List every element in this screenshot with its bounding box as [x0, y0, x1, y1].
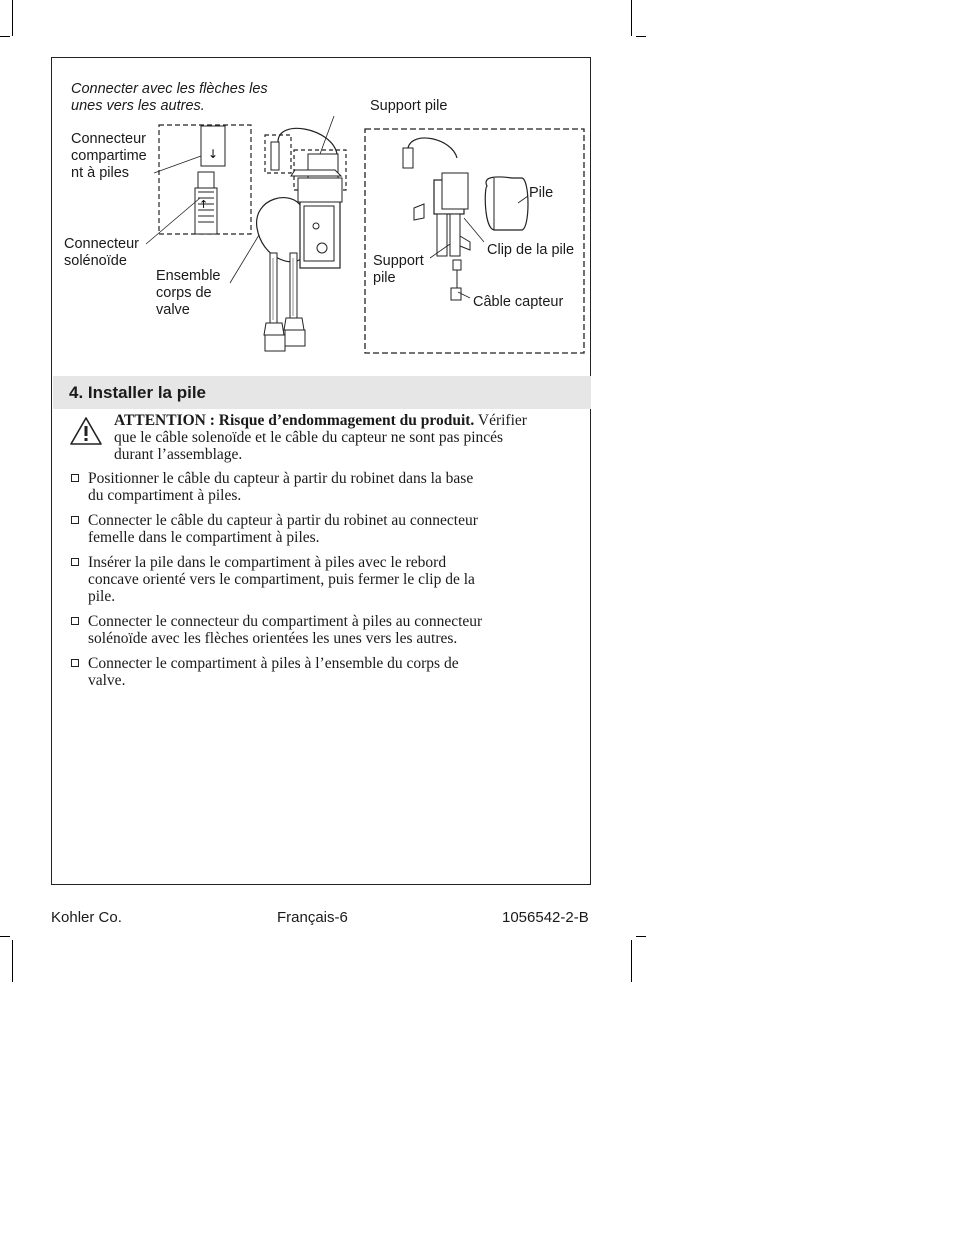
crop-mark — [0, 936, 10, 937]
crop-mark — [12, 940, 13, 982]
step-line: Connecter le connecteur du compartiment à piles au connecteur — [88, 613, 483, 630]
label-pile: Pile — [529, 185, 554, 201]
step-line: du compartiment à piles. — [88, 487, 242, 504]
svg-text:↑: ↑ — [199, 198, 209, 211]
label-connecteur-solenoide-2: solénoïde — [64, 253, 127, 269]
crop-mark — [636, 36, 646, 37]
svg-text:↓: ↓ — [208, 147, 219, 161]
step-item — [88, 613, 548, 647]
footer-docnumber: 1056542-2-B — [502, 909, 589, 926]
step-line: Insérer la pile dans le compartiment à piles avec le rebord — [88, 554, 447, 571]
label-support-pile-1: Support — [373, 253, 424, 269]
label-support-pile-top: Support pile — [370, 98, 448, 114]
checkbox-square-icon — [71, 617, 79, 625]
checkbox-square-icon — [71, 558, 79, 566]
step-line: femelle dans le compartiment à piles. — [88, 529, 320, 546]
step-line: Connecter le compartiment à piles à l’ensemble du corps de — [88, 655, 459, 672]
caption-line-2: unes vers les autres. — [71, 98, 205, 114]
label-connecteur-compartiment-2: compartime — [71, 148, 147, 164]
label-support-pile-2: pile — [373, 270, 396, 286]
crop-mark — [0, 36, 10, 37]
step-item — [88, 512, 548, 546]
step-item — [88, 554, 548, 605]
label-ensemble-2: corps de — [156, 285, 212, 301]
warning-line-3: durant l’assemblage. — [114, 446, 243, 463]
warning-line1-rest: Vérifier — [474, 412, 527, 429]
step-line: concave orienté vers le compartiment, puis fermer le clip de la — [88, 571, 475, 588]
checkbox-square-icon — [71, 474, 79, 482]
step-line: Connecter le câble du capteur à partir du robinet au connecteur — [88, 512, 478, 529]
warning-label: ATTENTION : Risque d’endommagement du produit. — [114, 412, 475, 429]
footer-company: Kohler Co. — [51, 909, 122, 926]
step-line: solénoïde avec les flèches orientées les unes vers les autres. — [88, 630, 458, 647]
warning-icon — [69, 416, 103, 446]
crop-mark — [631, 940, 632, 982]
checkbox-square-icon — [71, 516, 79, 524]
label-ensemble-3: valve — [156, 302, 190, 318]
warning-line-2: que le câble solenoïde et le câble du capteur ne sont pas pincés — [114, 429, 504, 446]
footer-page: Français-6 — [277, 909, 348, 926]
label-connecteur-compartiment-3: nt à piles — [71, 165, 130, 181]
label-cable-capteur: Câble capteur — [473, 294, 564, 310]
step-line: valve. — [88, 672, 126, 689]
step-line: pile. — [88, 588, 116, 605]
label-connecteur-compartiment-1: Connecteur — [71, 131, 146, 147]
label-clip: Clip de la pile — [487, 242, 575, 258]
crop-mark — [636, 936, 646, 937]
crop-mark — [12, 0, 13, 36]
step-line: Positionner le câble du capteur à partir du robinet dans la base — [88, 470, 474, 487]
label-connecteur-solenoide-1: Connecteur — [64, 236, 139, 252]
warning-text — [114, 412, 564, 463]
caption-line-1: Connecter avec les flèches les — [71, 81, 268, 97]
step-item — [88, 470, 548, 504]
content-frame — [51, 57, 591, 885]
step-item — [88, 655, 548, 689]
section-title: 4. Installer la pile — [69, 383, 207, 402]
label-ensemble-1: Ensemble — [156, 268, 221, 284]
section-heading-bar — [53, 376, 591, 409]
crop-mark — [631, 0, 632, 36]
checkbox-square-icon — [71, 659, 79, 667]
